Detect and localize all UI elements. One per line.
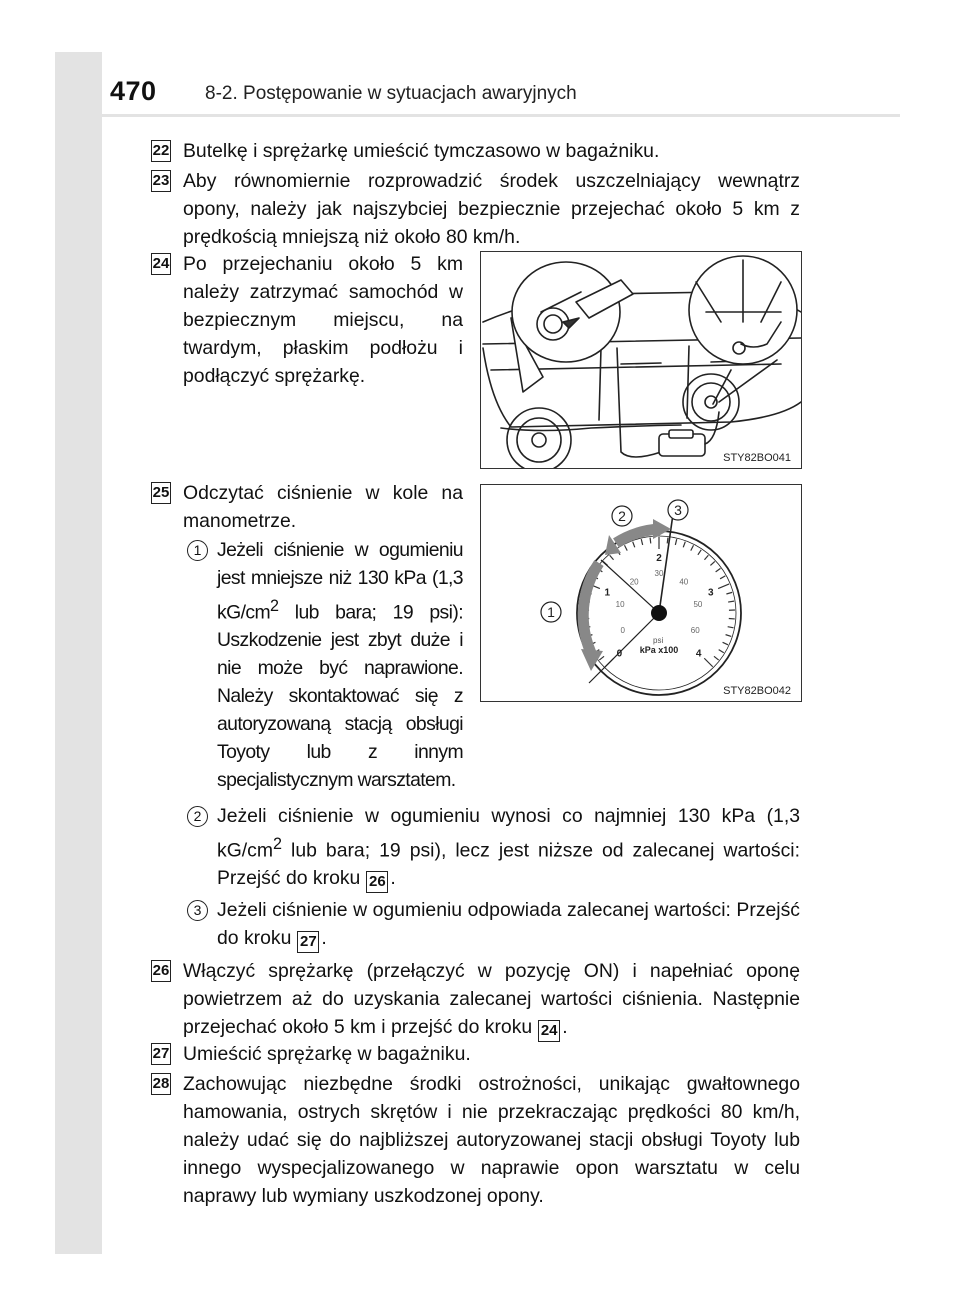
gauge-psi-label: psi (653, 636, 664, 645)
step-badge-25: 25 (151, 482, 171, 504)
section-title: 8-2. Postępowanie w sytuacjach awaryjnych (205, 83, 577, 104)
gauge-psi-scale-label: 20 (629, 577, 639, 587)
gauge-kpa-label: 4 (695, 648, 702, 660)
header-rule (102, 114, 900, 117)
figure-pressure-gauge (480, 484, 802, 702)
gauge-unit-label: kPa x100 (639, 645, 679, 655)
gauge-tick (667, 538, 668, 544)
gauge-kpa-label: 3 (707, 587, 714, 599)
case-marker-2: 2 (187, 806, 208, 827)
step-ref-26[interactable]: 26 (366, 871, 388, 893)
step-ref-24[interactable]: 24 (538, 1020, 560, 1042)
gauge-kpa-label: 2 (656, 553, 662, 564)
case-3-end: . (321, 927, 327, 949)
step-text-22: Butelkę i sprężarkę umieścić tymczasowo w bagażniku. (183, 140, 660, 162)
case-2-text-a: Jeżeli ciśnienie w ogumieniu wynosi co najmniej 130 kPa (1,3 kG/cm (217, 805, 800, 862)
case-2-sup: 2 (273, 835, 283, 853)
step-badge-28: 28 (151, 1073, 171, 1095)
step-26-text: Włączyć sprężarkę (przełączyć w pozycję ON) i napełniać oponę powietrzem aż do uzyskania zalecanej wartości ciśnienia. Następnie przejechać około 5 km i przejść do kroku (183, 960, 800, 1038)
case-3-text-a: Jeżeli ciśnienie w ogumieniu odpowiada zalecanej wartości: Przejść do kroku (217, 899, 800, 949)
gauge-callout-2: 2 (618, 508, 626, 524)
case-1-text-b: lub bara; 19 psi): Uszkodzenie jest zbyt duże i nie może być naprawione. Należy skontaktować się z autoryzowaną stacją obsługi Toyoty lub z innym specjalistycznym warsztatem. (217, 601, 463, 792)
case-1-sup: 2 (270, 597, 279, 615)
case-marker-1: 1 (187, 540, 208, 561)
step-text-24: Po przejechaniu około 5 km należy zatrzymać samochód w bezpiecznym miejscu, na twardym, płaskim podłożu i podłączyć sprężarkę. (183, 253, 463, 387)
step-text-27: Umieścić sprężarkę w bagażniku. (183, 1043, 471, 1065)
step-text-23: Aby równomiernie rozprowadzić środek uszczelniający wewnątrz opony, należy jak najszybciej bezpiecznie przejechać około 5 km z prędkością mniejszą niż około 80 km/h. (183, 170, 800, 248)
page-number: 470 (110, 76, 157, 106)
case-1-text-a: Jeżeli ciśnienie w ogumieniu jest mniejsze niż 130 kPa (1,3 kG/cm (217, 539, 463, 624)
figure-compressor-connection (480, 251, 802, 469)
page-header (110, 76, 900, 116)
step-badge-23: 23 (151, 170, 171, 192)
gauge-callout-1: 1 (547, 604, 555, 620)
step-badge-22: 22 (151, 140, 171, 162)
gauge-tick (650, 538, 651, 544)
gauge-psi-scale-label: 30 (654, 569, 664, 578)
step-text-28: Zachowując niezbędne środki ostrożności, unikając gwałtownego hamowania, ostrych skrętów i nie przekraczając prędkości 80 km/h, należy udać się do najbliższej autoryzowanej stacji obsługi Toyoty lub innego wyspecjalizowanego w naprawie opon warsztatu w celu naprawy lub wymiany uszkodzonej opony. (183, 1073, 800, 1207)
figure-code-2: STY82BO042 (723, 685, 791, 697)
step-badge-27: 27 (151, 1043, 171, 1065)
step-badge-24: 24 (151, 253, 171, 275)
gauge-psi-scale-label: 10 (615, 599, 625, 609)
case-text-1 (217, 536, 463, 794)
step-text-26 (183, 957, 800, 1042)
step-text-25: Odczytać ciśnienie w kole na manometrze. (183, 482, 463, 532)
gauge-psi-scale-label: 50 (693, 599, 703, 609)
case-marker-3: 3 (187, 900, 208, 921)
step-badge-26: 26 (151, 960, 171, 982)
gauge-psi-scale-label: 60 (690, 625, 700, 635)
gauge-kpa-label: 0 (616, 648, 623, 660)
case-text-2 (217, 802, 800, 893)
gauge-psi-scale-label: 0 (620, 625, 625, 635)
gauge-psi-scale-label: 40 (679, 577, 689, 587)
gauge-callout-3: 3 (674, 502, 682, 518)
step-26-end: . (562, 1016, 568, 1038)
case-2-end: . (390, 867, 396, 890)
figure-code-1: STY82BO041 (723, 452, 791, 464)
case-text-3 (217, 896, 800, 953)
gauge-kpa-label: 1 (604, 587, 611, 599)
case-2-text-b: lub bara; 19 psi), lecz jest niższe od zalecanej wartości: Przejść do kroku (217, 839, 800, 890)
side-margin-bar (55, 52, 102, 1254)
step-ref-27[interactable]: 27 (297, 931, 319, 953)
gauge-illustration (481, 485, 802, 702)
car-compressor-illustration (481, 252, 802, 469)
